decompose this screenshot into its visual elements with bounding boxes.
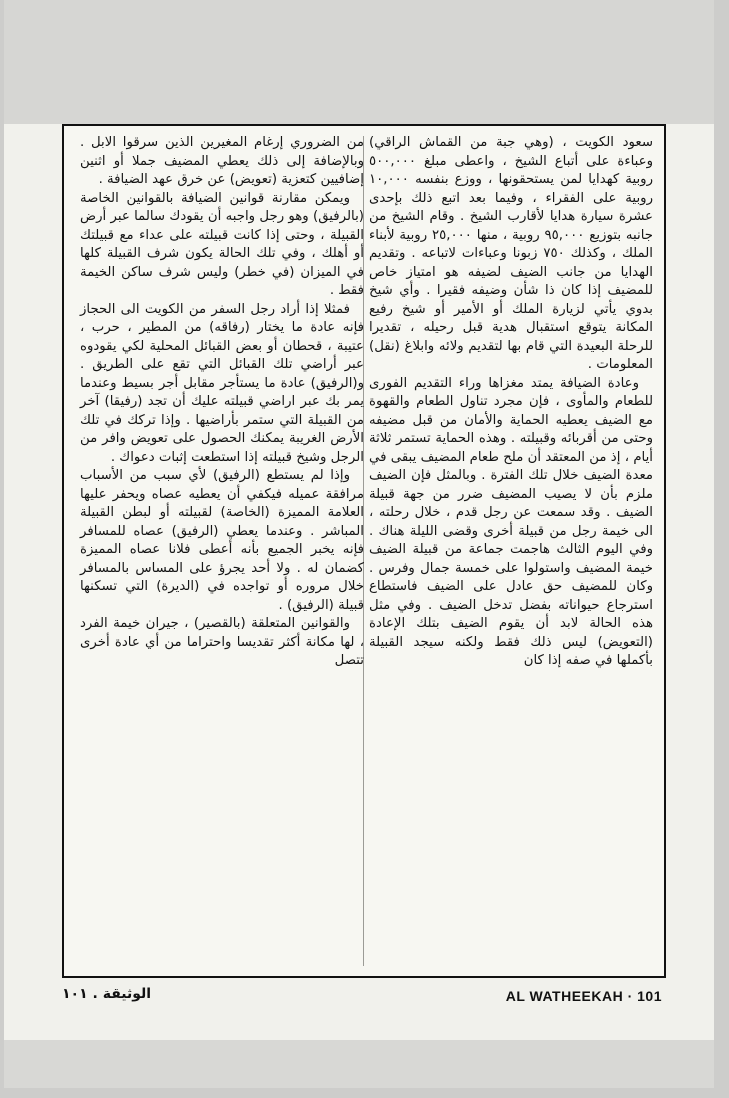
right-column [369,134,653,671]
paragraph: ويمكن مقارنة قوانين الضيافة بالقوانين الخاصة (بالرفيق) وهو رجل واجبه أن يقودك سالما عبر أرض القبيلة ، وحتى إذا كانت قبيلته على عداء مع قبيلتك أو أهلك ، وفي تلك الحالة يكون شرف القبيلة كلها في الميزان (في خطر) وليس شرف ساكن الخيمة فقط . [80,190,364,298]
paragraph: والقوانين المتعلقة (بالقصير) ، جيران خيمة الفرد ، لها مكانة أكثر تقديسا واحتراما من أي عادة أخرى تتصل [80,616,364,668]
paragraph: وإذا لم يستطع (الرفيق) لأي سبب من الأسباب مرافقة عميله فيكفي أن يعطيه عصاه ويحفر عليها العلامة المميزة (الخاصة) لقبيلته أو لبطن القبيلة المباشر . وعندما يعطي (الرفيق) عصاه للمسافر فإنه يخبر الجميع بأنه أعطى فلانا عصاه المميزة كضمان له . ولا أحد يجرؤ على المساس بالمسافر خلال مروره أو تواجده في (الديرة) التي تسكنها قبيلة (الرفيق) . [80,468,364,613]
bottom-margin [4,1040,714,1088]
left-column [80,134,364,671]
page-number-arabic: الوثيقة . ١٠١ [62,986,152,1002]
paragraph: وعادة الضيافة يمتد مغزاها وراء التقديم الفورى للطعام والمأوى ، فإن مجرد تناول الطعام والقهوة مع الضيف يعطيه الحماية والأمان من قبل مضيفه وحتى من أقربائه وقبيلته . وهذه الحماية تستمر ثلاثة أيام ، إذ من المعتقد أن ملح طعام المضيف يبقى في معدة الضيف خلال تلك الفترة . وبالمثل فإن الضيف ملزم بأن لا يصيب المضيف ضرر من جهة قبيلة الضيف . وقد سمعت عن رجل قدم ، خلال رحلته ، الى خيمة رجل من قبيلة أخرى وقضى الليلة هناك . وفي اليوم الثالث هاجمت جماعة من قبيلة الضيف خيمة المضيف واستولوا على خمسة جمال وفرس . وكان للمضيف حق عادل على الضيف فاستطاع استرجاع حيواناته بفضل تدخل الضيف . وفي مثل هذه الحالة لابد أن يقوم الضيف بتلك الإعادة (التعويض) ليس ذلك فقط ولكنه سيجد القبيلة بأكملها في صفه إذا كان [369,375,653,668]
article-frame [62,124,666,978]
top-margin [4,0,714,124]
paragraph: سعود الكويت ، (وهي جبة من القماش الراقي) وعباءة على أتباع الشيخ ، واعطى مبلغ ٥٠٠,٠٠٠ روبية كهدايا لمن يستحقونها ، ووزع بنفسه ١٠,٠٠٠ روبية على الفقراء ، وفيما بعد اتبع ذلك بإحدى عشرة سيارة هدايا لأقارب الشيخ . وقام الشيخ من جانبه بتوزيع ٩٥,٠٠٠ روبية ، منها ٢٥,٠٠٠ روبية لأبناء الملك ، وكذلك ٧٥٠ زبونا وعباءات لاتباعه . وتقديم الهدايا من جانب الضيف لضيفه هو امتياز خاص للمضيف إذا كان ذا شأن وضيفه فقيرا . وأي شيخ بدوي يأتي لزيارة الملك أو الأمير أو شيخ رفيع المكانة يتوقع استقبال هدية قبل رحيله ، تقديرا للرحلة البعيدة التي قام بها لتقديم ولائه وابلاغ (نقل) المعلومات . [369,135,653,372]
paragraph: فمثلا إذا أراد رجل السفر من الكويت الى الحجاز فإنه عادة ما يختار (رفاقه) من المطير ، حرب ، عتيبة ، قحطان أو بعض القبائل المحلية لكي يقودوه عبر أراضي تلك القبائل التي تقع على الطريق . و(الرفيق) عادة ما يستأجر مقابل أجر بسيط وعندما يمر بك عبر اراضي قبيلته عليك أن تجد (رفيقا) آخر من القبيلة التي ستمر بأراضيها . وإذا تركك في تلك الأرض الغريبة يمكنك الحصول على تعويض وافر من الرجل وشيخ قبيلته إذا استطعت إثبات دعواك . [80,301,364,465]
page-number-latin: AL WATHEEKAH · 101 [505,988,662,1004]
magazine-page [4,0,714,1088]
paragraph: من الضروري إرغام المغيرين الذين سرقوا الابل . وبالإضافة إلى ذلك يعطي المضيف جملا أو اثنين إضافيين كتعزية (تعويض) عن خرق عهد الضيافة . [80,135,364,187]
